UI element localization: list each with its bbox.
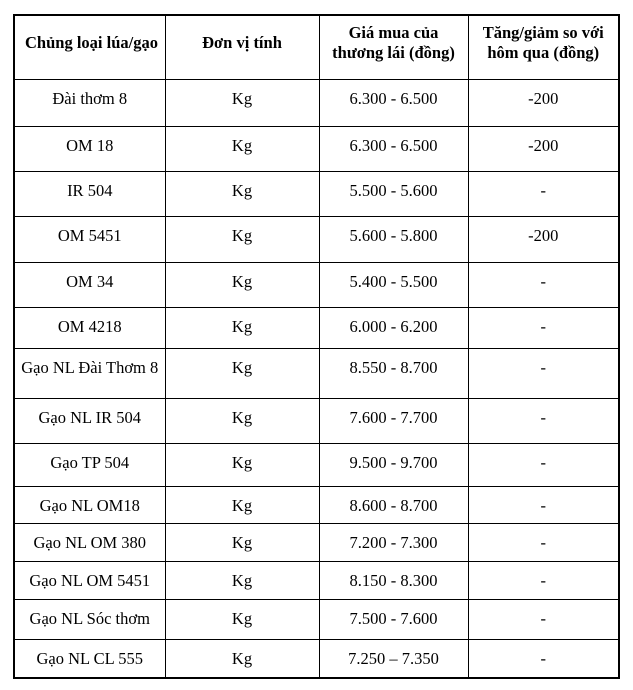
cell-change: -200 xyxy=(468,126,619,171)
cell-type: Gạo NL CL 555 xyxy=(14,639,165,678)
table-row xyxy=(14,307,619,348)
cell-type: Gạo NL OM 5451 xyxy=(14,561,165,599)
cell-price: 7.600 - 7.700 xyxy=(319,398,468,443)
cell-type: Gạo NL Đài Thơm 8 xyxy=(14,348,165,398)
cell-unit: Kg xyxy=(165,126,319,171)
cell-price: 8.600 - 8.700 xyxy=(319,486,468,523)
table-row xyxy=(14,171,619,216)
cell-unit: Kg xyxy=(165,348,319,398)
cell-unit: Kg xyxy=(165,523,319,561)
cell-price: 8.150 - 8.300 xyxy=(319,561,468,599)
header-row xyxy=(14,15,619,79)
cell-change: - xyxy=(468,486,619,523)
cell-price: 5.400 - 5.500 xyxy=(319,262,468,307)
cell-unit: Kg xyxy=(165,171,319,216)
cell-price: 7.500 - 7.600 xyxy=(319,599,468,639)
cell-change: - xyxy=(468,398,619,443)
column-header-change: Tăng/giảm so với hôm qua (đồng) xyxy=(468,15,619,79)
column-header-type: Chủng loại lúa/gạo xyxy=(14,15,165,79)
cell-price: 5.500 - 5.600 xyxy=(319,171,468,216)
cell-change: - xyxy=(468,561,619,599)
cell-change: - xyxy=(468,307,619,348)
table-row xyxy=(14,348,619,398)
cell-type: OM 18 xyxy=(14,126,165,171)
cell-change: - xyxy=(468,523,619,561)
cell-unit: Kg xyxy=(165,216,319,262)
cell-unit: Kg xyxy=(165,79,319,126)
cell-unit: Kg xyxy=(165,398,319,443)
table-row xyxy=(14,599,619,639)
cell-unit: Kg xyxy=(165,486,319,523)
cell-unit: Kg xyxy=(165,307,319,348)
cell-change: - xyxy=(468,171,619,216)
cell-unit: Kg xyxy=(165,599,319,639)
table-header xyxy=(14,15,619,79)
cell-unit: Kg xyxy=(165,443,319,486)
cell-type: OM 5451 xyxy=(14,216,165,262)
cell-type: OM 4218 xyxy=(14,307,165,348)
rice-price-table xyxy=(13,14,620,679)
table-row xyxy=(14,126,619,171)
cell-unit: Kg xyxy=(165,639,319,678)
column-header-unit: Đơn vị tính xyxy=(165,15,319,79)
table-row xyxy=(14,262,619,307)
cell-change: - xyxy=(468,443,619,486)
cell-change: - xyxy=(468,639,619,678)
cell-type: Gạo NL OM18 xyxy=(14,486,165,523)
table-row xyxy=(14,523,619,561)
table-row xyxy=(14,216,619,262)
cell-type: OM 34 xyxy=(14,262,165,307)
cell-change: - xyxy=(468,348,619,398)
cell-type: Gạo NL IR 504 xyxy=(14,398,165,443)
table-row xyxy=(14,398,619,443)
cell-type: Gạo TP 504 xyxy=(14,443,165,486)
cell-type: Đài thơm 8 xyxy=(14,79,165,126)
cell-type: Gạo NL Sóc thơm xyxy=(14,599,165,639)
column-header-price: Giá mua của thương lái (đồng) xyxy=(319,15,468,79)
cell-change: - xyxy=(468,599,619,639)
cell-price: 6.300 - 6.500 xyxy=(319,126,468,171)
cell-price: 8.550 - 8.700 xyxy=(319,348,468,398)
table-body xyxy=(14,79,619,678)
cell-unit: Kg xyxy=(165,262,319,307)
cell-price: 9.500 - 9.700 xyxy=(319,443,468,486)
table-row xyxy=(14,443,619,486)
cell-change: -200 xyxy=(468,216,619,262)
cell-price: 7.250 – 7.350 xyxy=(319,639,468,678)
cell-change: - xyxy=(468,262,619,307)
cell-price: 7.200 - 7.300 xyxy=(319,523,468,561)
cell-unit: Kg xyxy=(165,561,319,599)
table-row xyxy=(14,561,619,599)
cell-change: -200 xyxy=(468,79,619,126)
table-row xyxy=(14,486,619,523)
table-row xyxy=(14,79,619,126)
table-row xyxy=(14,639,619,678)
cell-price: 6.000 - 6.200 xyxy=(319,307,468,348)
cell-type: Gạo NL OM 380 xyxy=(14,523,165,561)
cell-price: 5.600 - 5.800 xyxy=(319,216,468,262)
cell-price: 6.300 - 6.500 xyxy=(319,79,468,126)
cell-type: IR 504 xyxy=(14,171,165,216)
